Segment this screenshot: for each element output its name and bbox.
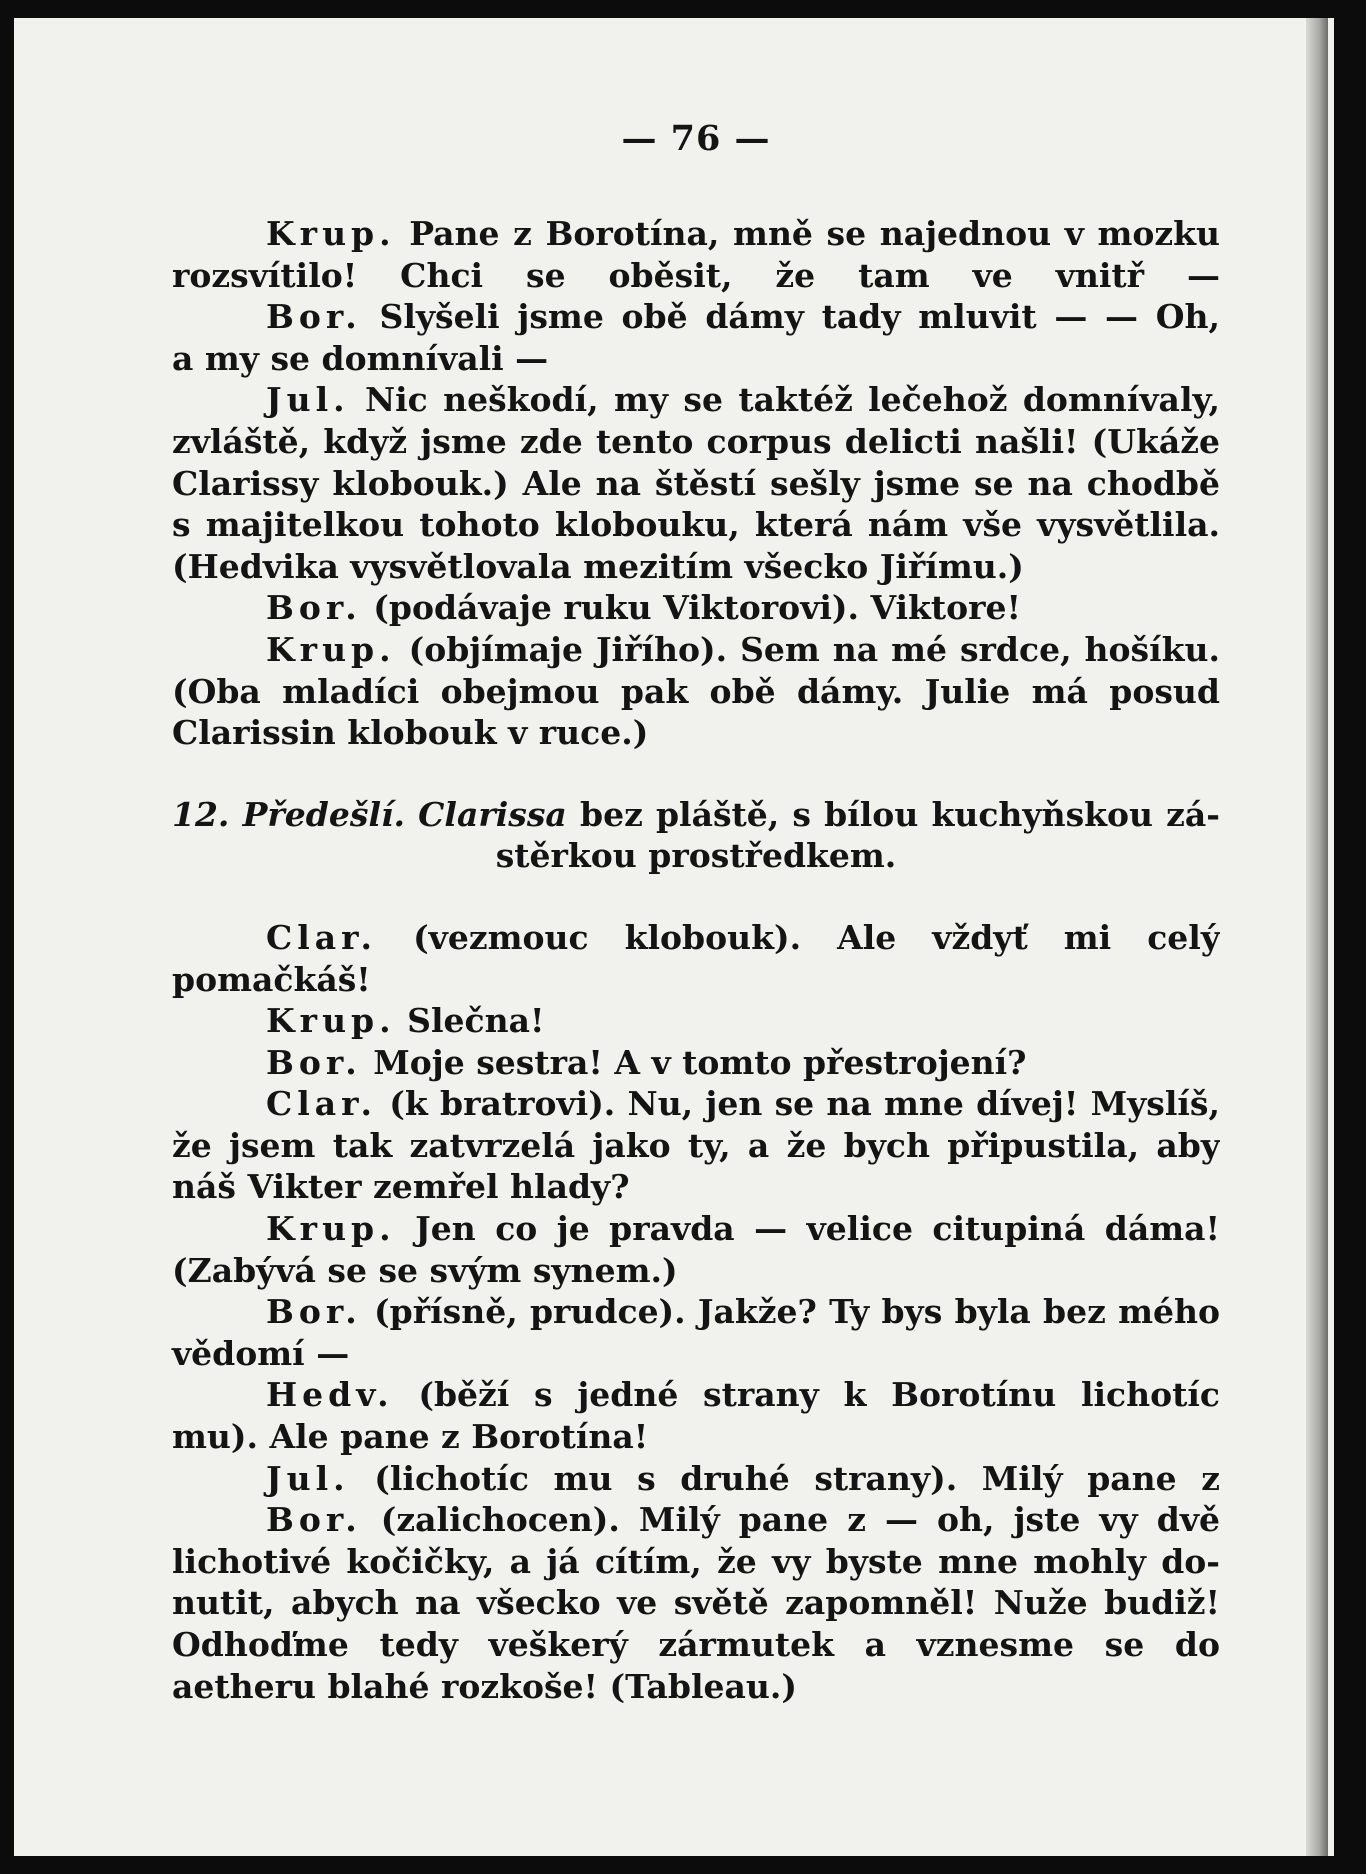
speaker-name: Bor.	[266, 297, 362, 337]
text-line	[172, 1000, 1220, 1042]
spacer	[172, 877, 1220, 917]
speaker-name: Clar.	[266, 917, 378, 957]
text-line	[172, 1458, 1220, 1500]
line-text: (zalichocen). Milý pane z — oh, jste vy dvě	[380, 1500, 1220, 1540]
text-line	[172, 1042, 1220, 1084]
speaker-name: Jul.	[266, 1458, 350, 1498]
text-line	[172, 1250, 1220, 1292]
text-line	[172, 463, 1220, 505]
text-line	[172, 546, 1220, 588]
line-text: Jen co je pravda — velice citupiná dáma!	[415, 1209, 1220, 1249]
text-line	[172, 1333, 1220, 1375]
text-line	[172, 917, 1220, 959]
book-page	[14, 18, 1334, 1856]
line-text: (podávaje ruku Viktorovi). Viktore!	[373, 588, 1022, 628]
line-text: (Oba mladíci obejmou pak obě dámy. Julie má posud	[172, 671, 1220, 711]
speaker-name: Krup.	[266, 1209, 396, 1249]
scene-direction: bez pláště, s bílou kuchyňskou zá-	[580, 794, 1220, 834]
line-text: Slečna!	[407, 1001, 545, 1041]
line-text: s majitelkou tohoto klobouku, která nám vše vysvětlila.	[172, 505, 1220, 545]
line-text: (Hedvika vysvětlovala mezitím všecko Jiřímu.)	[172, 546, 1024, 586]
text-line	[172, 1541, 1220, 1583]
text-line	[172, 296, 1220, 338]
text-line	[172, 1208, 1220, 1250]
line-text: nutit, abych na všecko ve světě zapomněl! Nuže budiž!	[172, 1583, 1220, 1623]
line-text: Pane z Borotína, mně se najednou v mozku	[409, 214, 1220, 253]
line-text: (k bratrovi). Nu, jen se na mne dívej! Myslíš,	[389, 1084, 1220, 1124]
text-line	[172, 1499, 1220, 1541]
text-line	[172, 1166, 1220, 1208]
text-line	[172, 1125, 1220, 1167]
line-text: Odhoďme tedy veškerý zármutek a vznesme se do	[172, 1625, 1220, 1664]
line-text: Clarissy klobouk.) Ale na štěstí sešly jsme se na chodbě	[172, 463, 1220, 503]
line-text: a my se domnívali —	[172, 338, 549, 378]
line-text: (běží s jedné strany k Borotínu lichotíc	[418, 1375, 1220, 1415]
page-edge-shadow	[1306, 18, 1328, 1856]
scene-heading-line-1	[172, 794, 1220, 836]
text-line	[172, 213, 1220, 255]
line-text: Moje sestra! A v tomto přestrojení?	[373, 1042, 1027, 1082]
text-line	[172, 1666, 1220, 1708]
speaker-name: Hedv.	[266, 1375, 394, 1415]
speaker-name: Bor.	[266, 588, 362, 628]
text-line	[172, 1291, 1220, 1333]
speaker-name: Bor.	[266, 1292, 362, 1332]
line-text: pomačkáš!	[172, 959, 371, 999]
dialogue-block-after-scene	[172, 917, 1220, 1707]
text-line	[172, 671, 1220, 713]
line-text: aetheru blahé rozkoše! (Tableau.)	[172, 1666, 797, 1706]
line-text: zvláště, když jsme zde tento corpus delicti našli! (Ukáže	[172, 421, 1220, 461]
text-line	[172, 1416, 1220, 1458]
line-text: (přísně, prudce). Jakže? Ty bys byla bez mého	[374, 1292, 1220, 1332]
line-text: (objímaje Jiřího). Sem na mé srdce, hošíku.	[408, 629, 1220, 669]
line-text: Clarissin klobouk v ruce.)	[172, 713, 649, 753]
text-line	[172, 629, 1220, 671]
line-text: lichotivé kočičky, a já cítím, že vy byste mne mohly do-	[172, 1541, 1220, 1581]
line-text: vědomí —	[172, 1333, 350, 1373]
speaker-name: Krup.	[266, 629, 396, 669]
text-line	[172, 1582, 1220, 1624]
text-line	[172, 421, 1220, 463]
text-line	[172, 1624, 1220, 1666]
speaker-name: Clar.	[266, 1084, 378, 1124]
line-text: náš Vikter zemřel hlady?	[172, 1167, 630, 1207]
text-line	[172, 959, 1220, 1001]
text-line	[172, 338, 1220, 380]
line-text: (vezmouc klobouk). Ale vždyť mi celý	[413, 917, 1220, 957]
text-line	[172, 255, 1220, 297]
page-content	[172, 118, 1220, 1707]
dialogue-block-before-scene	[172, 213, 1220, 754]
line-text: Slyšeli jsme obě dámy tady mluvit — — Oh,	[379, 297, 1220, 337]
speaker-name: Bor.	[266, 1042, 362, 1082]
line-text: že jsem tak zatvrzelá jako ty, a že bych připustila, aby	[172, 1125, 1220, 1165]
speaker-name: Krup.	[266, 1001, 396, 1041]
text-line	[172, 379, 1220, 421]
text-line	[172, 1374, 1220, 1416]
speaker-name: Jul.	[266, 380, 350, 420]
speaker-name: Bor.	[266, 1500, 362, 1540]
scene-character: Clarissa	[418, 794, 567, 834]
text-line	[172, 504, 1220, 546]
scene-heading	[172, 794, 1220, 877]
text-line	[172, 1083, 1220, 1125]
text-line	[172, 712, 1220, 754]
line-text: Nic neškodí, my se taktéž lečehož domnívaly,	[364, 380, 1220, 420]
line-text: rozsvítilo! Chci se oběsit, že tam ve vnitř —	[172, 255, 1220, 295]
speaker-name: Krup.	[266, 214, 396, 253]
text-line	[172, 587, 1220, 629]
line-text: (Zabývá se se svým synem.)	[172, 1250, 678, 1290]
scene-heading-line-2: stěrkou prostředkem.	[495, 836, 897, 876]
line-text: (lichotíc mu s druhé strany). Milý pane z	[374, 1458, 1220, 1498]
line-text: mu). Ale pane z Borotína!	[172, 1417, 649, 1457]
page-number: — 76 —	[621, 118, 771, 159]
scene-title: Předešlí.	[242, 794, 405, 834]
scene-number: 12.	[172, 794, 230, 834]
